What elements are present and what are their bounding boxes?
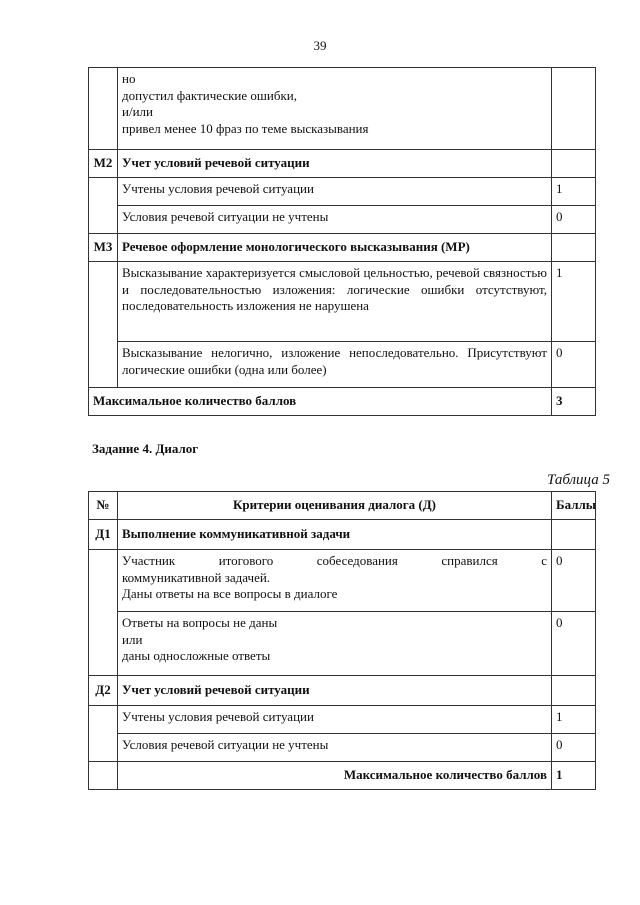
table-row xyxy=(89,388,596,416)
criterion-title: Речевое оформление монологического высказывания (МР) xyxy=(118,234,552,262)
criterion-description xyxy=(118,612,552,676)
criterion-title: Учет условий речевой ситуации xyxy=(118,150,552,178)
max-score-label: Максимальное количество баллов xyxy=(118,762,552,790)
criterion-description xyxy=(118,550,552,612)
table-row xyxy=(89,520,596,550)
score-value: 1 xyxy=(552,262,596,342)
description-line: или xyxy=(122,631,143,647)
max-score-value: 1 xyxy=(552,762,596,790)
criterion-title: Учет условий речевой ситуации xyxy=(118,676,552,706)
table-header-row xyxy=(89,492,596,520)
column-header-score: Баллы xyxy=(552,492,596,520)
section-heading: Задание 4. Диалог xyxy=(92,441,199,456)
criteria-table-continued xyxy=(88,67,596,416)
description-line: Участник итогового собеседования справился с xyxy=(122,553,547,568)
continuation-line: и/или xyxy=(122,104,153,119)
continuation-line: привел менее 10 фраз по теме высказывания xyxy=(122,120,369,136)
continuation-line: допустил фактические ошибки, xyxy=(122,87,297,103)
table-row xyxy=(89,68,596,150)
continuation-cell xyxy=(118,68,552,150)
criterion-code: Д2 xyxy=(89,676,118,706)
criterion-description: Высказывание нелогично, изложение непоследовательно. Присутствуют логические ошибки (одна или более) xyxy=(118,342,552,388)
page-number: 39 xyxy=(313,38,327,53)
criterion-title: Выполнение коммуникативной задачи xyxy=(118,520,552,550)
score-value: 0 xyxy=(552,206,596,234)
score-value: 0 xyxy=(552,734,596,762)
table-row xyxy=(89,150,596,178)
description-line: даны односложные ответы xyxy=(122,648,271,663)
table-row xyxy=(89,178,596,206)
criterion-description: Условия речевой ситуации не учтены xyxy=(118,734,552,762)
table-row xyxy=(89,706,596,734)
description-line: коммуникативной задачей. xyxy=(122,569,271,585)
dialogue-criteria-table xyxy=(88,491,596,790)
table-row xyxy=(89,612,596,676)
criterion-description: Высказывание характеризуется смысловой цельностью, речевой связностью и последовательностью изложения: логические ошибки отсутствуют, последовательность изложения не нарушена xyxy=(118,262,552,342)
score-value: 0 xyxy=(552,342,596,388)
score-value: 0 xyxy=(552,550,596,612)
criterion-code: М3 xyxy=(89,234,118,262)
score-value: 1 xyxy=(552,706,596,734)
table-row xyxy=(89,206,596,234)
table-row xyxy=(89,262,596,342)
criterion-description: Учтены условия речевой ситуации xyxy=(118,706,552,734)
score-value: 0 xyxy=(552,612,596,676)
table-row xyxy=(89,550,596,612)
table-row xyxy=(89,676,596,706)
score-value: 1 xyxy=(552,178,596,206)
criterion-description: Условия речевой ситуации не учтены xyxy=(118,206,552,234)
column-header-criteria: Критерии оценивания диалога (Д) xyxy=(118,492,552,520)
continuation-line: но xyxy=(122,71,136,86)
criterion-code: Д1 xyxy=(89,520,118,550)
description-line: Ответы на вопросы не даны xyxy=(122,615,278,630)
max-score-value: 3 xyxy=(552,388,596,416)
column-header-number: № xyxy=(89,492,118,520)
table-row xyxy=(89,762,596,790)
max-score-label: Максимальное количество баллов xyxy=(89,388,552,416)
criterion-description: Учтены условия речевой ситуации xyxy=(118,178,552,206)
table-row xyxy=(89,342,596,388)
description-line: Даны ответы на все вопросы в диалоге xyxy=(122,586,338,601)
criterion-code: М2 xyxy=(89,150,118,178)
table-row xyxy=(89,734,596,762)
table-caption: Таблица 5 xyxy=(547,472,610,488)
table-row xyxy=(89,234,596,262)
